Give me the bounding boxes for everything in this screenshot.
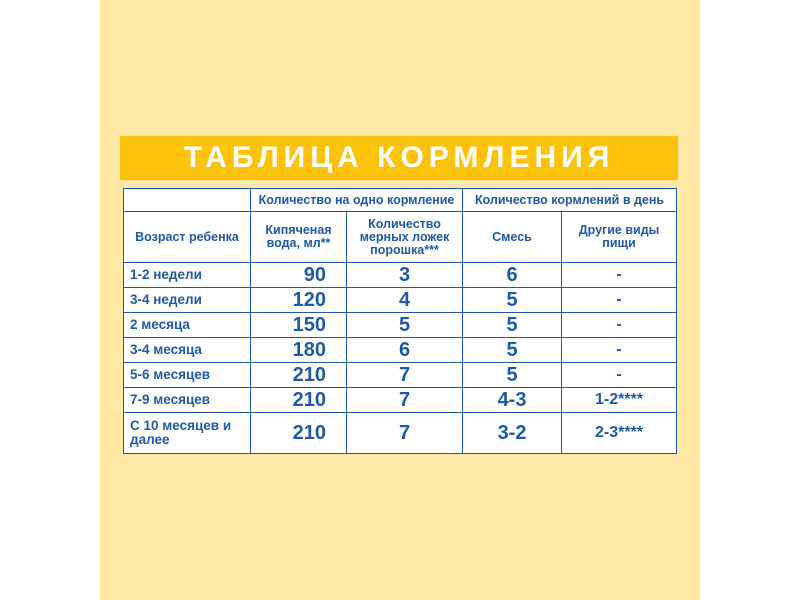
header-spoons: Количество мерных ложек порошка*** [347, 212, 463, 263]
empty-header-cell [124, 189, 251, 212]
water-cell: 120 [251, 288, 347, 313]
other-food-cell: 2-3**** [562, 413, 677, 454]
age-cell: 3-4 месяца [124, 338, 251, 363]
spoons-cell: 7 [347, 388, 463, 413]
feedings-cell: 5 [463, 288, 562, 313]
page-title: ТАБЛИЦА КОРМЛЕНИЯ [183, 141, 615, 174]
table-row [124, 263, 677, 288]
other-food-cell: - [562, 288, 677, 313]
spoons-cell: 7 [347, 363, 463, 388]
header-row-columns [124, 212, 677, 263]
age-cell: 3-4 недели [124, 288, 251, 313]
feedings-cell: 4-3 [463, 388, 562, 413]
age-cell: 5-6 месяцев [124, 363, 251, 388]
feedings-cell: 3-2 [463, 413, 562, 454]
other-food-cell: - [562, 363, 677, 388]
title-banner [120, 136, 678, 180]
table-row [124, 338, 677, 363]
header-water: Кипяченая вода, мл** [251, 212, 347, 263]
water-cell: 210 [251, 363, 347, 388]
water-cell: 210 [251, 388, 347, 413]
spoons-cell: 6 [347, 338, 463, 363]
water-cell: 150 [251, 313, 347, 338]
table-row [124, 363, 677, 388]
other-food-cell: - [562, 263, 677, 288]
age-cell: 1-2 недели [124, 263, 251, 288]
water-cell: 90 [251, 263, 347, 288]
header-per-feeding: Количество на одно кормление [251, 189, 463, 212]
other-food-cell: 1-2**** [562, 388, 677, 413]
age-cell: 7-9 месяцев [124, 388, 251, 413]
feedings-cell: 5 [463, 338, 562, 363]
feedings-cell: 6 [463, 263, 562, 288]
water-cell: 210 [251, 413, 347, 454]
header-per-day: Количество кормлений в день [463, 189, 677, 212]
age-cell: С 10 месяцев и далее [124, 413, 251, 454]
water-cell: 180 [251, 338, 347, 363]
header-row-groups [124, 189, 677, 212]
spoons-cell: 3 [347, 263, 463, 288]
spoons-cell: 7 [347, 413, 463, 454]
age-cell: 2 месяца [124, 313, 251, 338]
table-row [124, 413, 677, 454]
table-row [124, 288, 677, 313]
header-other-food: Другие виды пищи [562, 212, 677, 263]
table-row [124, 388, 677, 413]
header-age: Возраст ребенка [124, 212, 251, 263]
other-food-cell: - [562, 313, 677, 338]
table-row [124, 313, 677, 338]
feeding-table [123, 188, 677, 454]
feedings-cell: 5 [463, 313, 562, 338]
spoons-cell: 5 [347, 313, 463, 338]
feedings-cell: 5 [463, 363, 562, 388]
header-formula: Смесь [463, 212, 562, 263]
other-food-cell: - [562, 338, 677, 363]
spoons-cell: 4 [347, 288, 463, 313]
